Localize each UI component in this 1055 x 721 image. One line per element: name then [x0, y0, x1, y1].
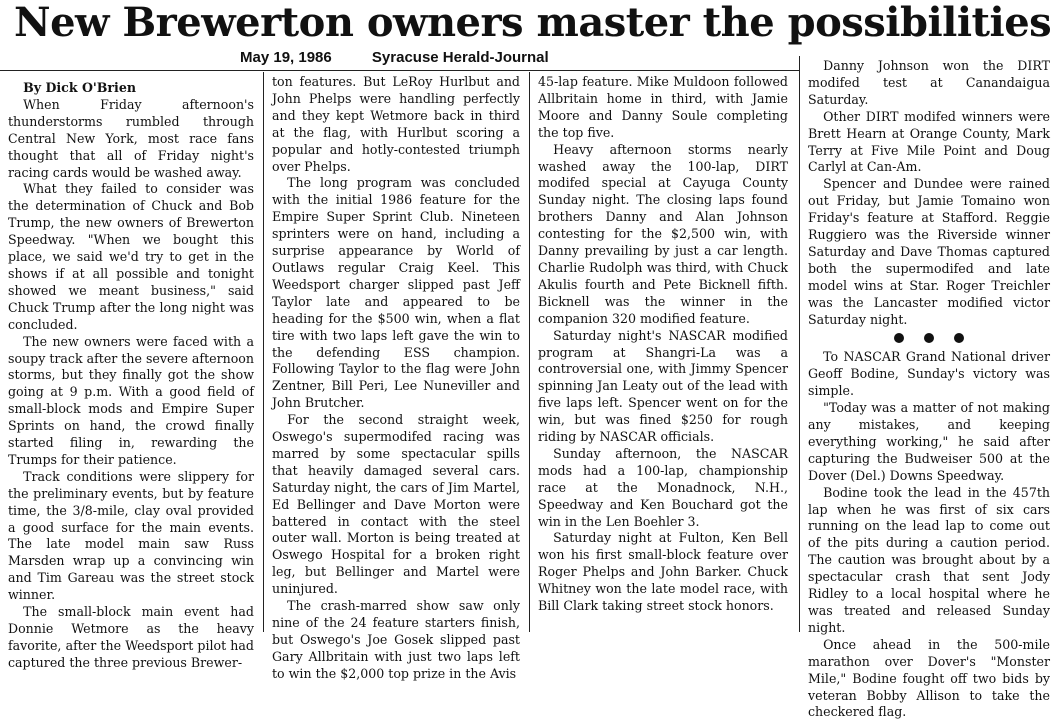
paragraph: Saturday night at Fulton, Ken Bell won his first small-block feature over Roger Phelps and John Barker. Chuck Whitney won the late model race, with Bill Clark taking street stock honors.	[538, 530, 788, 614]
dateline	[240, 49, 549, 67]
publication-name: Syracuse Herald-Journal	[371, 49, 549, 66]
paragraph: Danny Johnson won the DIRT modifed test at Canandaigua Saturday.	[808, 58, 1050, 107]
column-divider-2	[529, 72, 530, 632]
paragraph: The long program was concluded with the initial 1986 feature for the Empire Super Sprint Club. Nineteen sprinters were on hand, including a surprise appearance by World of Outlaws regular Craig Keel. This Weedsport charger slipped past Jeff Taylor late and appeared to be heading for the $500 win, when a flat tire with two laps left gave the win to the defending ESS champion. Following Taylor to the flag were John Zentner, Bill Peri, Lee Nuneviller and John Brutcher.	[272, 175, 520, 411]
paragraph: When Friday afternoon's thunderstorms rumbled through Central New York, most race fans thought that all of Friday night's racing cards would be washed away.	[8, 96, 254, 180]
paragraph: The small-block main event had Donnie Wetmore as the heavy favorite, after the Weedsport pilot had captured the three previous Brewer-	[8, 604, 254, 670]
paragraph: Saturday night's NASCAR modified program at Shangri-La was a controversial one, with Jimmy Spencer spinning Jan Leaty out of the lead with five laps left. Spencer went on for the win, but was fined $250 for rough riding by NASCAR officials.	[538, 327, 788, 445]
paragraph: Heavy afternoon storms nearly washed away the 100-lap, DIRT modifed special at Cayuga County Sunday night. The closing laps found brothers Danny and Alan Johnson contesting for the $2,500 win, with Danny prevailing by just a car length. Charlie Rudolph was third, with Chuck Akulis fourth and Pete Bicknell fifth. Bicknell was the winner in the companion 320 modified feature.	[538, 141, 788, 326]
byline: By Dick O'Brien	[23, 80, 136, 95]
paragraph: For the second straight week, Oswego's supermodifed racing was marred by some spectacular spills that heavily damaged several cars. Saturday night, the cars of Jim Martel, Ed Bellinger and Dave Morton were battered in contact with the steel outer wall. Morton is being treated at Oswego Hospital for a broken right leg, but Bellinger and Martel were uninjured.	[272, 412, 520, 597]
paragraph: The new owners were faced with a soupy track after the severe afternoon storms, but they finally got the show going at 9 p.m. With a good field of small-block mods and Empire Super Sprints on hand, the crowd finally started filing in, rewarding the Trumps for their patience.	[8, 333, 254, 467]
publication-date: May 19, 1986	[240, 49, 332, 66]
paragraph: Sunday afternoon, the NASCAR mods had a 100-lap, championship race at the Monadnock, N.H., Speedway and Ken Bouchard got the win in the Len Boehler 3.	[538, 445, 788, 529]
paragraph: What they failed to consider was the determination of Chuck and Bob Trump, the new owners of Brewerton Speedway. "When we bought this place, we said we'd try to get in the shows if at all possible and tonight showed we meant business," said Chuck Trump after the long night was concluded.	[8, 181, 254, 332]
paragraph: To NASCAR Grand National driver Geoff Bodine, Sunday's victory was simple.	[808, 349, 1050, 399]
article-column-2	[272, 74, 520, 681]
bullet-dot-icon	[954, 333, 964, 343]
paragraph: Track conditions were slippery for the preliminary events, but by feature time, the 3/8-mile, clay oval provided a good surface for the main events. The late model main saw Russ Marsden wrap up a convincing win and Tim Gareau was the street stock winner.	[8, 468, 254, 603]
header-rule	[0, 70, 800, 71]
paragraph: Other DIRT modifed winners were Brett Hearn at Orange County, Mark Terry at Five Mile Point and Doug Carlyl at Can-Am.	[808, 108, 1050, 175]
headline: New Brewerton owners master the possibilities	[14, 0, 1052, 46]
column-divider-1	[263, 72, 264, 632]
paragraph: Spencer and Dundee were rained out Friday, but Jamie Tomaino won Friday's feature at Stafford. Reggie Ruggiero was the Riverside winner Saturday and Dave Thomas captured both the supermodifed and late model wins at Star. Roger Treichler was the Lancaster modified victor Saturday night.	[808, 176, 1050, 327]
paragraph: 45-lap feature. Mike Muldoon followed Allbritain home in third, with Jamie Moore and Danny Soule completing the top five.	[538, 74, 788, 140]
article-column-1	[8, 80, 254, 670]
paragraph: Bodine took the lead in the 457th lap when he was first of six cars running on the lead lap to come out of the pits during a caution period. The caution was brought about by a spectacular crash that sent Jody Ridley to a local hospital where he was treated and released Sunday night.	[808, 484, 1050, 635]
bullet-dot-icon	[894, 333, 904, 343]
column-divider-3	[799, 56, 800, 632]
section-break-dots	[808, 331, 1050, 348]
bullet-dot-icon	[924, 333, 934, 343]
paragraph: Once ahead in the 500-mile marathon over Dover's "Monster Mile," Bodine fought off two bids by veteran Bobby Allison to take the checkered flag.	[808, 636, 1050, 720]
paragraph: The crash-marred show saw only nine of the 24 feature starters finish, but Oswego's Joe Gosek slipped past Gary Allbritain with just two laps left to win the $2,000 top prize in the Avis	[272, 598, 520, 681]
paragraph: ton features. But LeRoy Hurlbut and John Phelps were handling perfectly and they kept Wetmore back in third at the flag, with Hurlbut scoring a popular and hotly-contested triumph over Phelps.	[272, 74, 520, 174]
article-column-4	[808, 58, 1050, 720]
article-column-3	[538, 74, 788, 632]
paragraph: "Today was a matter of not making any mistakes, and keeping everything working," he said after capturing the Budweiser 500 at the Dover (Del.) Downs Speedway.	[808, 400, 1050, 483]
